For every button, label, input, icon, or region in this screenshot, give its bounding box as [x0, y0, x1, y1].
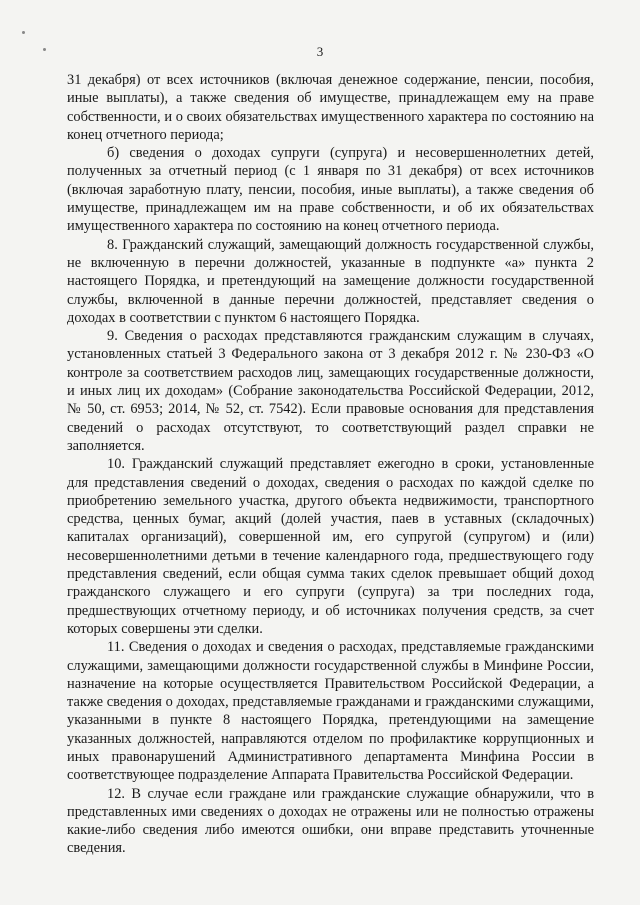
paragraph-continuation: 31 декабря) от всех источников (включая денежное содержание, пенсии, пособия, иные выплаты), а также сведения об имуществе, принадлежащем ему на праве собственности, и о своих обязательствах имущественного характера по состоянию на конец отчетного периода;: [67, 72, 594, 143]
page-number: 3: [316, 44, 324, 59]
paragraph-10: 10. Гражданский служащий представляет ежегодно в сроки, установленные для представления сведений о доходах, сведения о расходах по каждой сделке по приобретению земельного участка, другого объекта недвижимости, транспортного средства, ценных бумаг, акций (долей участия, паев в уставных (складочных) капиталах организаций), совершенной им, его супругой (супругом) и (или) несовершеннолетними детьми в течение календарного года, предшествующего году представления сведений, если общая сумма таких сделок превышает общий доход гражданского служащего и его супруги (супруга) за три последних года, предшествующих отчетному периоду, и об источниках получения средств, за счет которых совершены эти сделки.: [67, 456, 594, 637]
paragraph-11: 11. Сведения о доходах и сведения о расходах, представляемые гражданскими служащими, замещающими должности государственной службы в Минфине России, назначение на которые осуществляется Правительством Российской Федерации, а также сведения о доходах, представляемые гражданами и гражданскими служащими, указанными в пункте 8 настоящего Порядка, претендующими на замещение указанных должностей, направляются отделом по профилактике коррупционных и иных правонарушений Административного департамента Минфина России в соответствующее подразделение Аппарата Правительства Российской Федерации.: [67, 639, 594, 784]
document-body: [67, 71, 594, 858]
scan-speck: [22, 31, 25, 34]
paragraph-12: 12. В случае если граждане или гражданские служащие обнаружили, что в представленных ими сведениях о доходах не отражены или не полностью отражены какие-либо сведения либо имеются ошибки, они вправе представить уточненные сведения.: [67, 785, 594, 857]
paragraph-8: 8. Гражданский служащий, замещающий должность государственной службы, не включенную в перечни должностей, указанные в подпункте «а» пункта 2 настоящего Порядка, и претендующий на замещение должности государственной службы, включенной в данные перечни должностей, представляет сведения о доходах в соответствии с пунктом 6 настоящего Порядка.: [67, 236, 594, 326]
paragraph-9: 9. Сведения о расходах представляются гражданским служащим в случаях, установленных статьей 3 Федерального закона от 3 декабря 2012 г. № 230-ФЗ «О контроле за соответствием расходов лиц, замещающих государственные должности, и иных лиц их доходам» (Собрание законодательства Российской Федерации, 2012, № 50, ст. 6953; 2014, № 52, ст. 7542). Если правовые основания для представления сведений о расходах отсутствуют, то соответствующий раздел справки не заполняется.: [67, 328, 594, 454]
paragraph-subitem-b: б) сведения о доходах супруги (супруга) и несовершеннолетних детей, полученных за отчетный период (с 1 января по 31 декабря) от всех источников (включая заработную плату, пенсии, пособия, иные выплаты), а также сведения об имуществе, принадлежащем им на праве собственности, и об их обязательствах имущественного характера по состоянию на конец отчетного периода.: [67, 145, 594, 235]
